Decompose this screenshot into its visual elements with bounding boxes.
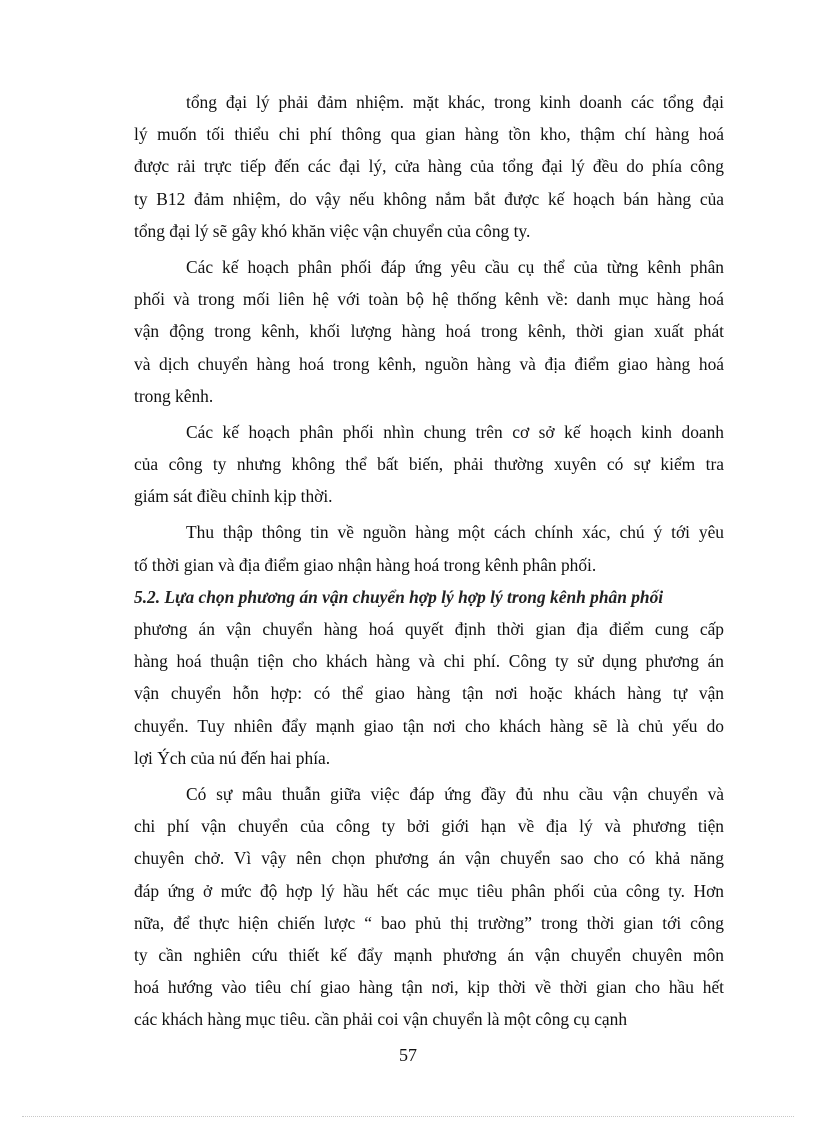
document-body (134, 86, 724, 1035)
page-number: 57 (399, 1045, 417, 1065)
text-line: trong kênh. (134, 385, 214, 406)
section-heading: 5.2. Lựa chọn phương án vận chuyển hợp lý hợp lý trong kênh phân phối (134, 586, 664, 607)
text-line: chi phí vận chuyển của công ty bởi giới hạn về địa lý và phương tiện (134, 816, 724, 837)
text-line: của công ty nhưng không thể bất biến, phải thường xuyên có sự kiểm tra (134, 454, 724, 475)
text-line: lý muốn tối thiểu chi phí thông qua gian hàng tồn kho, thậm chí hàng hoá (134, 124, 724, 145)
text-line: hoá hướng vào tiêu chí giao hàng tận nơi, kịp thời về thời gian cho hầu hết (134, 977, 724, 998)
text-line: chuyển. Tuy nhiên đẩy mạnh giao tận nơi cho khách hàng sẽ là chủ yếu do (134, 715, 724, 736)
text-line: và dịch chuyển hàng hoá trong kênh, nguồn hàng và địa điểm giao hàng hoá (134, 353, 724, 374)
text-line: chuyên chở. Vì vậy nên chọn phương án vận chuyển sao cho có khả năng (134, 848, 724, 869)
text-line: Thu thập thông tin về nguồn hàng một cách chính xác, chú ý tới yêu (186, 522, 724, 543)
text-line: ty cần nghiên cứu thiết kế đẩy mạnh phương án vận chuyển chuyên môn (134, 944, 724, 965)
text-line: phương án vận chuyển hàng hoá quyết định thời gian địa điểm cung cấp (134, 619, 724, 639)
text-line: được rải trực tiếp đến các đại lý, cửa hàng của tổng đại lý đều do phía công (134, 156, 724, 177)
text-line: Các kế hoạch phân phối nhìn chung trên cơ sở kế hoạch kinh doanh (186, 421, 724, 442)
text-line: phối và trong mối liên hệ với toàn bộ hệ thống kênh về: danh mục hàng hoá (134, 289, 724, 310)
text-line: tố thời gian và địa điểm giao nhận hàng hoá trong kênh phân phối. (134, 554, 597, 575)
text-line: vận động trong kênh, khối lượng hàng hoá trong kênh, thời gian xuất phát (134, 321, 724, 342)
text-line: vận chuyển hỗn hợp: có thể giao hàng tận nơi hoặc khách hàng tự vận (134, 683, 724, 704)
body-text-before-heading (134, 86, 724, 581)
text-line: giám sát điều chỉnh kịp thời. (134, 486, 333, 507)
page-bottom-divider (22, 1116, 794, 1117)
text-line: ty B12 đảm nhiệm, do vậy nếu không nắm bắt được kế hoạch bán hàng của (134, 188, 724, 209)
text-line: Có sự mâu thuẫn giữa việc đáp ứng đầy đủ nhu cầu vận chuyển và (186, 783, 724, 804)
text-line: tổng đại lý phải đảm nhiệm. mặt khác, trong kinh doanh các tổng đại (186, 92, 724, 112)
body-text-after-heading (134, 613, 724, 1035)
text-line: đáp ứng ở mức độ hợp lý hầu hết các mục tiêu phân phối của công ty. Hơn (134, 880, 724, 901)
text-line: các khách hàng mục tiêu. cần phải coi vận chuyển là một công cụ cạnh (134, 1009, 628, 1030)
text-line: tổng đại lý sẽ gây khó khăn việc vận chuyển của công ty. (134, 220, 531, 241)
text-line: nữa, để thực hiện chiến lược “ bao phủ thị trường” trong thời gian tới công (134, 912, 724, 933)
text-line: lợi Ých của nú đến hai phía. (134, 747, 331, 768)
text-line: hàng hoá thuận tiện cho khách hàng và chi phí. Công ty sử dụng phương án (134, 651, 724, 672)
text-line: Các kế hoạch phân phối đáp ứng yêu cầu cụ thể của từng kênh phân (186, 256, 724, 277)
